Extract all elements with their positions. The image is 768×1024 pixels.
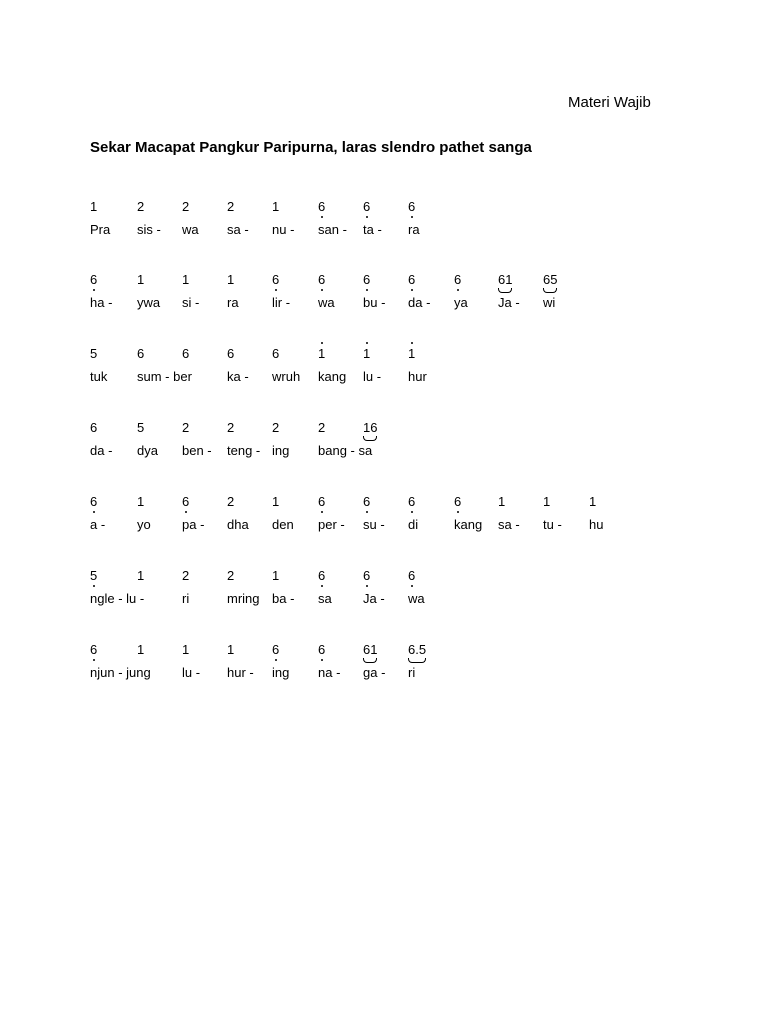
notation-note: 1 [90,199,98,214]
song-title: Sekar Macapat Pangkur Paripurna, laras slendro pathet sanga [90,139,532,156]
notation-note: 1 [137,568,145,583]
notation-note: 6 [90,272,98,287]
lyric-syllable: hur - [227,665,254,680]
stanza [0,346,768,406]
lyric-syllable: tuk [90,369,108,384]
stanza [0,199,768,259]
notation-note: 5 [90,568,98,583]
lyric-syllable: ri [408,665,416,680]
lyric-syllable: hu [589,517,604,532]
lyric-syllable: wa [318,295,335,310]
lyric-syllable: wa [182,222,199,237]
stanza [0,642,768,702]
lyric-syllable: da - [408,295,431,310]
lyric-syllable: kang [454,517,483,532]
lyric-syllable: lu - [363,369,382,384]
notation-note: 2 [182,420,190,435]
notation-note: 1 [137,494,145,509]
notation-note: 6 [363,568,371,583]
notation-note: 6 [272,346,280,361]
notation-note: 65 [543,272,558,287]
lyric-syllable: njun - jung [90,665,151,680]
notation-note: 2 [137,199,145,214]
slur-mark [363,436,377,441]
notation-note-group [498,272,512,288]
notation-note: 6 [318,568,326,583]
notation-note: 1 [589,494,597,509]
lyric-syllable: den [272,517,294,532]
notation-note: 1 [272,199,280,214]
slur-mark [408,658,426,663]
stanza [0,420,768,480]
lyric-syllable: wruh [272,369,301,384]
notation-note: 6 [137,346,145,361]
notation-note: 6 [272,272,280,287]
notation-note: 2 [318,420,326,435]
lyric-syllable: si - [182,295,200,310]
notation-note: 1 [227,272,235,287]
notation-note: 6 [90,420,98,435]
slur-mark [543,288,557,293]
lyric-syllable: ka - [227,369,249,384]
notation-note: 2 [272,420,280,435]
lyric-syllable: per - [318,517,345,532]
lyric-syllable: ywa [137,295,161,310]
lyric-syllable: a - [90,517,106,532]
notation-note: 1 [182,272,190,287]
notation-note: 6 [363,199,371,214]
notation-note: 6 [90,494,98,509]
notation-note: 2 [227,199,235,214]
notation-note: 6 [408,494,416,509]
lyric-syllable: yo [137,517,151,532]
notation-note: 6 [363,494,371,509]
lyric-syllable: di [408,517,419,532]
lyric-syllable: na - [318,665,341,680]
notation-note: 1 [227,642,235,657]
lyric-syllable: ing [272,665,290,680]
slur-mark [498,288,512,293]
notation-note: 1 [363,346,371,361]
notation-note: 2 [182,199,190,214]
notation-note: 6 [408,199,416,214]
notation-note: 5 [137,420,145,435]
notation-note: 6 [182,494,190,509]
lyric-syllable: da - [90,443,113,458]
lyric-syllable: ha - [90,295,113,310]
notation-note: 6 [318,642,326,657]
lyric-syllable: sa [318,591,332,606]
lyric-syllable: ing [272,443,290,458]
notation-note: 5 [90,346,98,361]
notation-note-group [363,420,377,436]
lyric-syllable: ngle - lu - [90,591,145,606]
notation-note: 6 [408,272,416,287]
notation-note: 6 [318,199,326,214]
lyric-syllable: teng - [227,443,261,458]
lyric-syllable: nu - [272,222,295,237]
lyric-syllable: bang - sa [318,443,373,458]
notation-note: 61 [363,642,378,657]
lyric-syllable: Ja - [498,295,520,310]
lyric-syllable: sa - [227,222,249,237]
lyric-syllable: ba - [272,591,295,606]
notation-note: 61 [498,272,513,287]
lyric-syllable: hur [408,369,427,384]
notation-note: 1 [272,568,280,583]
lyric-syllable: bu - [363,295,386,310]
lyric-syllable: ya [454,295,468,310]
lyric-syllable: ga - [363,665,386,680]
notation-note: 6 [227,346,235,361]
notation-note: 6.5 [408,642,427,657]
lyric-syllable: ben - [182,443,212,458]
notation-note-group [543,272,557,288]
notation-note: 16 [363,420,378,435]
notation-note: 1 [137,642,145,657]
lyric-syllable: kang [318,369,347,384]
lyric-syllable: sa - [498,517,520,532]
notation-note: 1 [272,494,280,509]
notation-note: 2 [227,568,235,583]
lyric-syllable: sum - ber [137,369,192,384]
notation-note: 6 [454,272,462,287]
lyric-syllable: ra [227,295,239,310]
notation-note: 6 [318,494,326,509]
stanza [0,494,768,554]
notation-note-group [408,642,426,658]
notation-note: 6 [363,272,371,287]
lyric-syllable: sis - [137,222,161,237]
notation-note: 2 [227,494,235,509]
lyric-syllable: tu - [543,517,562,532]
lyric-syllable: ta - [363,222,382,237]
lyric-syllable: Pra [90,222,111,237]
notation-note: 1 [498,494,506,509]
notation-note: 6 [408,568,416,583]
stanza [0,568,768,628]
notation-note: 1 [182,642,190,657]
notation-note: 1 [318,346,326,361]
notation-note: 1 [543,494,551,509]
stanza [0,272,768,332]
lyric-syllable: wa [408,591,425,606]
slur-mark [363,658,377,663]
notation-note: 2 [182,568,190,583]
lyric-syllable: wi [543,295,556,310]
notation-note-group [363,642,377,658]
notation-note: 6 [272,642,280,657]
lyric-syllable: ra [408,222,420,237]
lyric-syllable: dya [137,443,158,458]
notation-note: 2 [227,420,235,435]
notation-note: 6 [318,272,326,287]
lyric-syllable: lu - [182,665,201,680]
lyric-syllable: mring [227,591,260,606]
lyric-syllable: su - [363,517,385,532]
notation-note: 6 [182,346,190,361]
notation-note: 1 [408,346,416,361]
notation-note: 1 [137,272,145,287]
page-header: Materi Wajib [568,94,651,111]
lyric-syllable: lir - [272,295,291,310]
lyric-syllable: pa - [182,517,205,532]
lyric-syllable: ri [182,591,190,606]
notation-note: 6 [454,494,462,509]
lyric-syllable: Ja - [363,591,385,606]
lyric-syllable: san - [318,222,347,237]
notation-note: 6 [90,642,98,657]
lyric-syllable: dha [227,517,249,532]
